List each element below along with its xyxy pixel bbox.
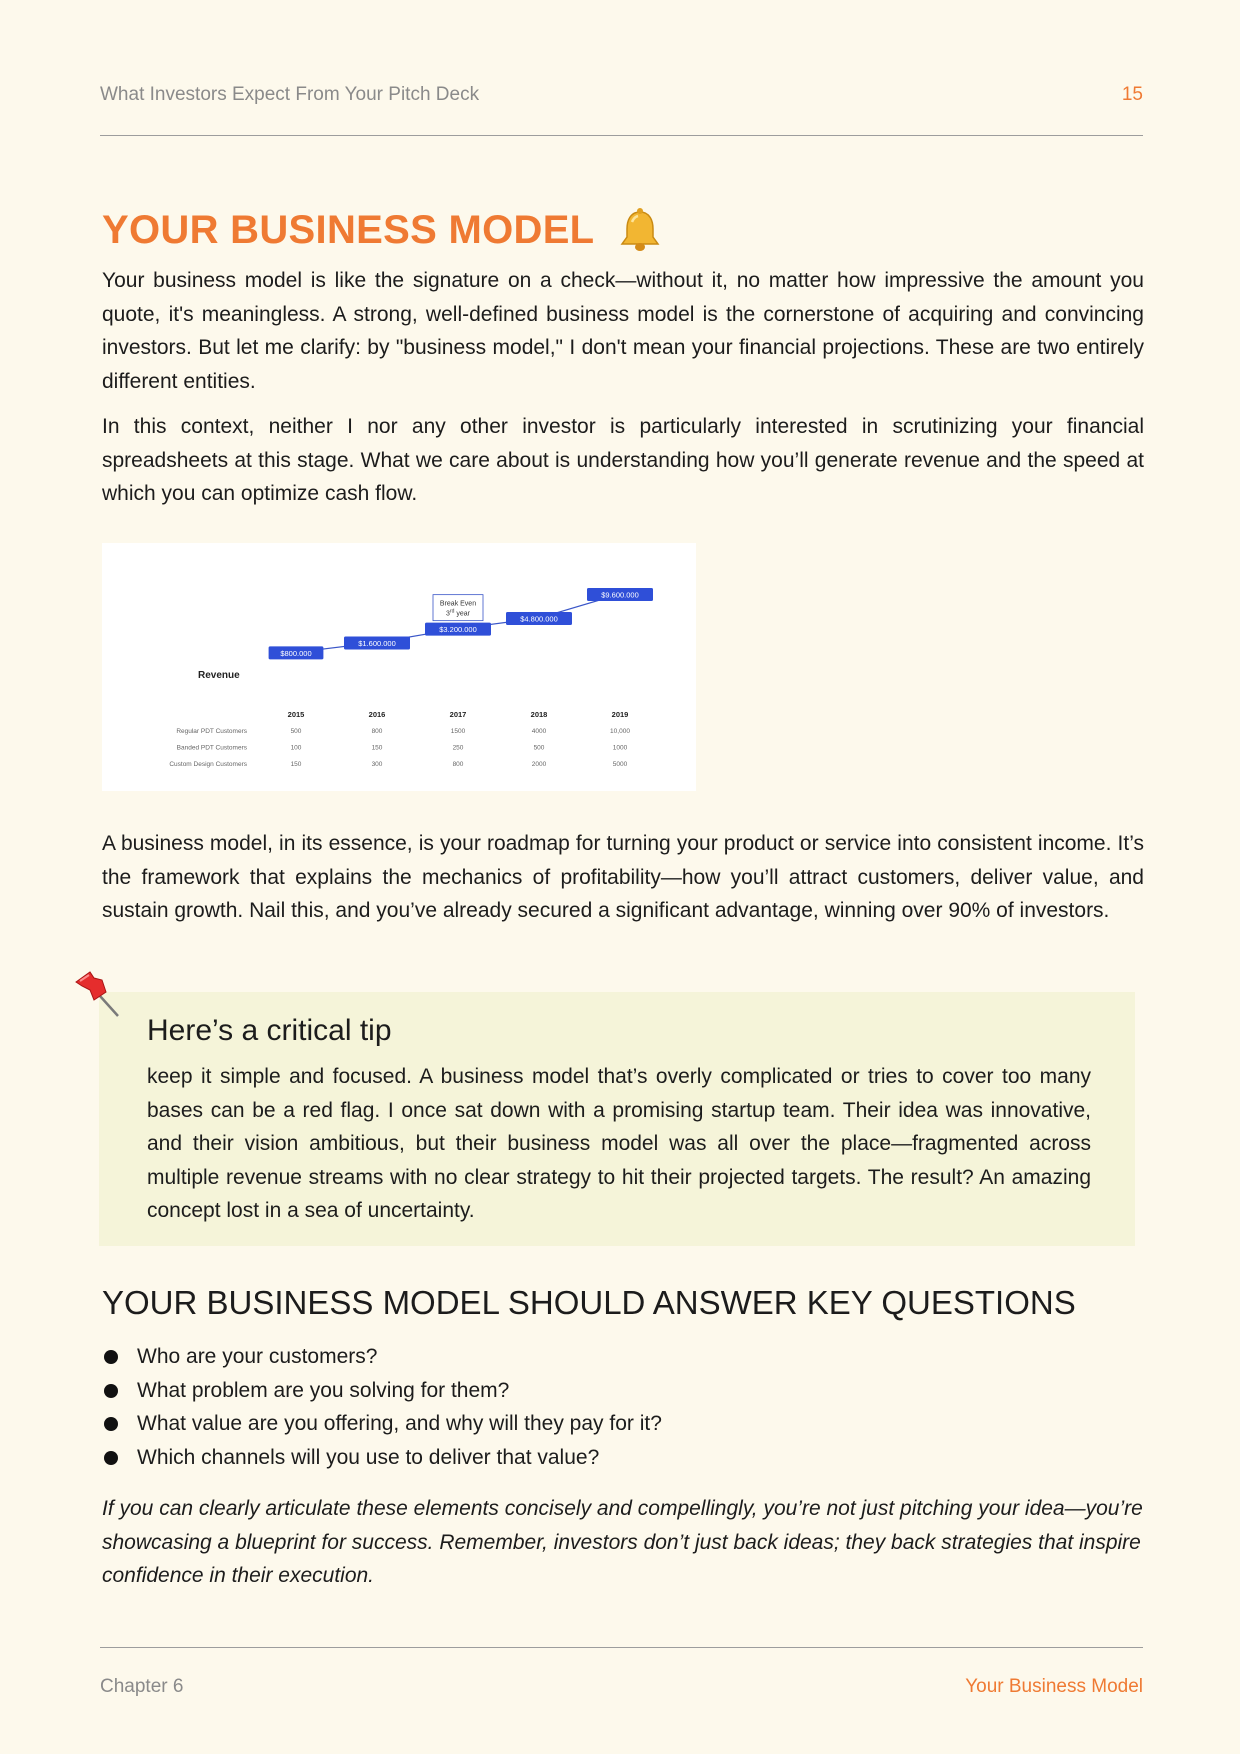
intro-paragraph: Your business model is like the signature on a check—without it, no matter how impressive the amount you quote, it's meaningless. A strong, well-defined business model is the cornerstone of acquiring and convincing investors. But let me clarify: by "business model," I don't mean your financial projections. These are two entirely different entities. [102, 269, 1144, 393]
break-even-year: 3rd year [446, 608, 470, 618]
table-cell: 150 [290, 761, 302, 768]
revenue-chart-svg [102, 543, 696, 791]
break-even-label: Break Even [439, 600, 477, 608]
table-cell: 100 [290, 744, 302, 752]
questions-heading: YOUR BUSINESS MODEL SHOULD ANSWER KEY QUESTIONS [102, 1284, 1076, 1321]
value-label: $1.600.000 [358, 639, 396, 649]
list-item-text: What problem are you solving for them? [137, 1378, 510, 1402]
chapter-label: Chapter 6 [100, 1676, 184, 1697]
tip-callout [99, 992, 1135, 1246]
table-cell: 2000 [531, 761, 547, 768]
table-cell: 800 [452, 761, 464, 768]
table-cell: 250 [452, 744, 464, 752]
header-divider [100, 135, 1143, 136]
tip-body: keep it simple and focused. A business model that’s overly complicated or tries to cover too many bases can be a red flag. I once sat down with a promising startup team. Their idea was innovative, and their vision ambitious, but their business model was all over the place—fragmented across multiple revenue streams with no clear strategy to hit their projected targets. The result? An amazing concept lost in a sea of uncertainty. [147, 1065, 1091, 1222]
value-label: $4.800.000 [520, 614, 558, 624]
table-cell: 150 [371, 744, 383, 752]
table-cell: 800 [371, 728, 383, 735]
list-item [102, 1407, 662, 1441]
x-tick-label: 2016 [368, 710, 386, 719]
list-item [102, 1340, 662, 1374]
document-title: What Investors Expect From Your Pitch Deck [100, 84, 480, 105]
tip-title: Here’s a critical tip [147, 1014, 392, 1047]
closing-paragraph: If you can clearly articulate these elements concisely and compellingly, you’re not just pitching your idea—you’re showcasing a blueprint for success. Remember, investors don’t just back ideas; they back strategies that inspire confidence in their execution. [102, 1497, 1143, 1587]
footer-divider [100, 1647, 1143, 1648]
x-tick-label: 2015 [287, 710, 305, 719]
list-item-text: What value are you offering, and why will they pay for it? [137, 1412, 662, 1435]
pushpin-icon [72, 970, 124, 1020]
bullet-icon [104, 1350, 118, 1364]
value-label: $800.000 [280, 648, 312, 658]
series-label: Revenue [198, 670, 240, 681]
list-item [102, 1374, 662, 1408]
list-item [102, 1441, 662, 1475]
table-cell: 300 [371, 761, 383, 768]
table-cell: 1500 [450, 728, 466, 735]
bullet-icon [104, 1384, 118, 1398]
table-row-label: Regular PDT Customers [176, 728, 247, 735]
context-paragraph: In this context, neither I nor any other investor is particularly interested in scrutinizing your financial spreadsheets at this stage. What we care about is understanding how you’ll generate revenue and the speed at which you can optimize cash flow. [102, 415, 1144, 505]
table-row-label: Banded PDT Customers [176, 744, 247, 752]
page-number: 15 [1121, 84, 1143, 105]
bullet-icon [104, 1417, 118, 1431]
table-cell: 500 [533, 744, 545, 752]
revenue-chart [102, 543, 696, 791]
table-cell: 1000 [612, 744, 628, 752]
value-label: $3.200.000 [439, 625, 477, 635]
table-row-label: Custom Design Customers [169, 761, 247, 768]
page-header [100, 84, 1143, 106]
bullet-icon [104, 1451, 118, 1465]
list-item-text: Who are your customers? [137, 1345, 378, 1368]
page-footer [100, 1676, 1143, 1700]
table-cell: 5000 [612, 761, 628, 768]
x-tick-label: 2018 [530, 710, 548, 719]
table-cell: 4000 [531, 728, 547, 735]
essence-paragraph: A business model, in its essence, is your roadmap for turning your product or service into consistent income. It’s the framework that explains the mechanics of profitability—how you’ll attract customers, deliver value, and sustain growth. Nail this, and you’ve already secured a significant advantage, winning over 90% of investors. [102, 832, 1144, 922]
table-cell: 10,000 [610, 728, 630, 735]
section-heading-text: YOUR BUSINESS MODEL [102, 207, 595, 252]
table-cell: 500 [290, 728, 302, 735]
x-tick-label: 2019 [611, 710, 629, 719]
list-item-text: Which channels will you use to deliver that value? [137, 1445, 600, 1469]
x-tick-label: 2017 [449, 710, 467, 719]
section-label: Your Business Model [965, 1676, 1143, 1697]
questions-list [102, 1340, 662, 1474]
value-label: $9.600.000 [601, 590, 639, 600]
section-heading [102, 207, 662, 253]
bell-icon [618, 207, 662, 253]
